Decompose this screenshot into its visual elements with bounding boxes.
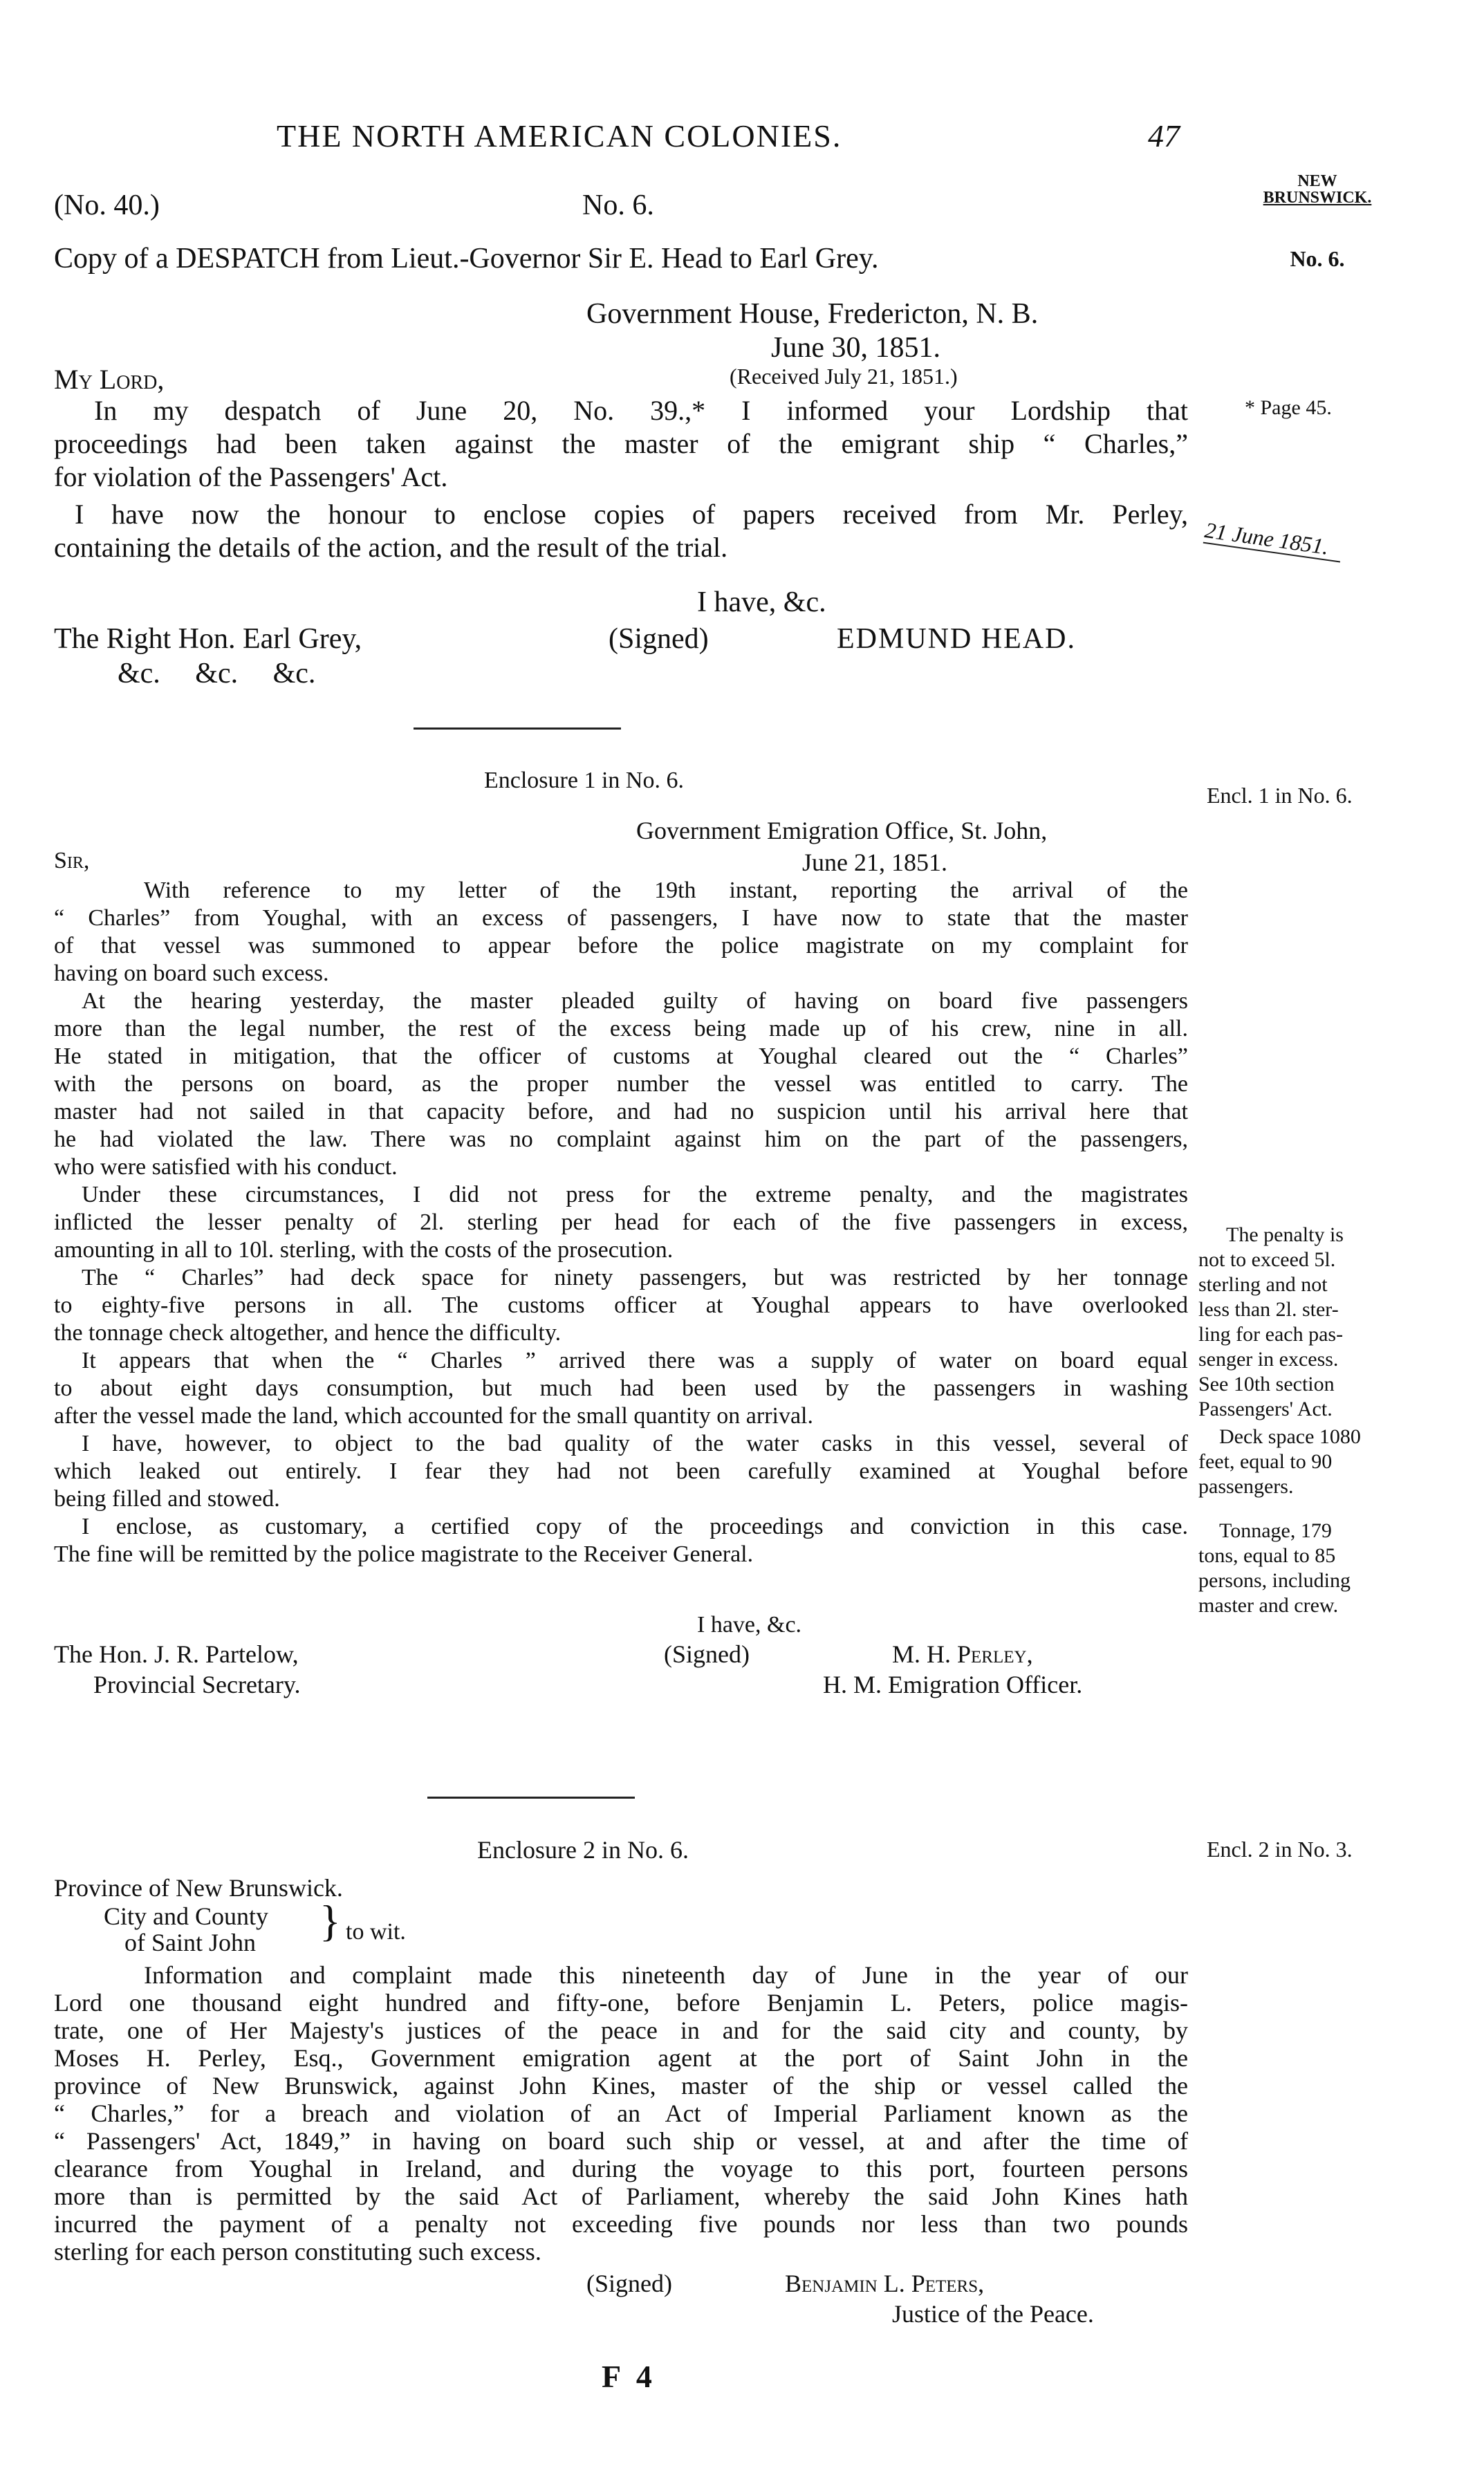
margin-note-line: ling for each pas- [1198,1323,1344,1346]
enclosure1-line: amounting in all to 10l. sterling, with the costs of the prosecution. [54,1237,674,1263]
enclosure2-to-wit: to wit. [346,1919,406,1945]
enclosure2-line: sterling for each person constituting such excess. [54,2238,541,2265]
enclosure1-line: With reference to my letter of the 19th instant, reporting the arrival of the [144,878,1188,903]
enclosure1-line: the tonnage check altogether, and hence the difficulty. [54,1320,562,1346]
margin-despatch-no: No. 6. [1290,246,1345,271]
margin-note-line: less than 2l. ster- [1198,1298,1339,1321]
enclosure1-line: to about eight days consumption, but much had been used by the passengers in washing [54,1375,1188,1401]
despatch-paragraph-1 [54,394,1188,494]
enclosure1-salutation: Sir, [54,848,90,873]
margin-note-line: tons, equal to 85 [1198,1544,1336,1567]
margin-note-line: Passengers' Act. [1198,1398,1333,1420]
despatch-heading: Copy of a DESPATCH from Lieut.-Governor Sir E. Head to Earl Grey. [54,243,879,275]
margin-note-line: passengers. [1198,1475,1294,1498]
divider-rule [414,727,621,730]
margin-note-line: not to exceed 5l. [1198,1248,1336,1271]
page-number: 47 [1148,118,1180,154]
enclosure2-signer-title: Justice of the Peace. [892,2300,1094,2328]
margin-note-line: senger in excess. [1198,1348,1339,1371]
enclosure2-line: more than is permitted by the said Act of Parliament, whereby the said John Kines hath [54,2182,1188,2210]
despatch-sub-number: No. 6. [582,189,654,221]
enclosure2-line: trate, one of Her Majesty's justices of the peace in and for the said city and county, by [54,2017,1188,2044]
despatch-signed: (Signed) [609,623,709,655]
enclosure1-heading: Enclosure 1 in No. 6. [484,768,684,793]
despatch-paragraph-2 [54,498,1188,564]
margin-note-line: sterling and not [1198,1273,1328,1296]
enclosure1-line: At the hearing yesterday, the master pleaded guilty of having on board five passengers [82,988,1188,1014]
despatch-signer: EDMUND HEAD. [837,623,1076,655]
margin-note-line: persons, including [1198,1569,1351,1592]
footer-signature-mark: F 4 [602,2359,656,2394]
enclosure1-line: He stated in mitigation, that the officer of customs at Youghal cleared out the “ Charles” [54,1044,1188,1069]
enclosure1-line: It appears that when the “ Charles ” arrived there was a supply of water on board equal [82,1348,1188,1373]
enclosure1-line: of that vessel was summoned to appear before the police magistrate on my complaint for [54,933,1188,958]
margin-note-line: master and crew. [1198,1594,1339,1617]
margin-colony-line2: BRUNSWICK. [1263,189,1372,207]
margin-penalty-note [1198,1223,1413,1422]
enclosure2-line: “ Passengers' Act, 1849,” in having on board such ship or vessel, at and after the time of [54,2127,1188,2155]
enclosure2-line: Information and complaint made this nineteenth day of June in the year of our [144,1961,1188,1989]
enclosure1-line: I enclose, as customary, a certified copy of the proceedings and conviction in this case. [82,1514,1188,1539]
enclosure1-line: to eighty-five persons in all. The customs officer at Youghal appears to have overlooked [54,1292,1188,1318]
enclosure1-line: after the vessel made the land, which accounted for the small quantity on arrival. [54,1403,813,1429]
enclosure2-line: province of New Brunswick, against John Kines, master of the ship or vessel called the [54,2072,1188,2099]
margin-colony-line1: NEW [1297,172,1337,190]
despatch-p1-line: for violation of the Passengers' Act. [54,461,448,492]
enclosure1-line: having on board such excess. [54,961,329,986]
despatch-place: Government House, Fredericton, N. B. [586,298,1039,330]
margin-note-line: See 10th section [1198,1373,1335,1396]
enclosure1-line: which leaked out entirely. I fear they had not been carefully examined at Youghal before [54,1458,1188,1484]
enclosure1-line: he had violated the law. There was no complaint against him on the part of the passengers, [54,1127,1188,1152]
margin-deck-note [1198,1425,1413,1499]
enclosure2-line: clearance from Youghal in Ireland, and during the voyage to this port, fourteen persons [54,2155,1188,2182]
enclosure2-city-block [104,1903,268,1956]
divider-rule [427,1797,635,1799]
enclosure2-heading: Enclosure 2 in No. 6. [477,1836,689,1864]
margin-encl1: Encl. 1 in No. 6. [1207,783,1353,808]
margin-encl2: Encl. 2 in No. 3. [1207,1837,1353,1862]
enclosure1-addressee-title: Provincial Secretary. [93,1671,301,1698]
enclosure1-line: more than the legal number, the rest of the excess being made up of his crew, nine in all. [54,1016,1188,1041]
enclosure1-signer: M. H. Perley, [892,1640,1033,1668]
margin-note-line: feet, equal to 90 [1198,1450,1333,1473]
enclosure2-city-line1: City and County [104,1902,269,1930]
enclosure2-signed: (Signed) [586,2270,672,2297]
enclosure2-city-line2: of Saint John [124,1929,257,1956]
despatch-p1-line: proceedings had been taken against the master of the emigrant ship “ Charles,” [54,428,1188,459]
enclosure2-brace: } [319,1896,341,1945]
enclosure1-date: June 21, 1851. [802,849,947,876]
enclosure1-line: I have, however, to object to the bad quality of the water casks in this vessel, several of [82,1431,1188,1456]
enclosure1-body [54,877,1188,1568]
enclosure1-line: master had not sailed in that capacity before, and had no suspicion until his arrival here that [54,1099,1188,1124]
enclosure2-line: Lord one thousand eight hundred and fifty-one, before Benjamin L. Peters, police magis- [54,1989,1188,2017]
enclosure2-line: “ Charles,” for a breach and violation of an Act of Imperial Parliament known as the [54,2099,1188,2127]
despatch-p2-line: I have now the honour to enclose copies of papers received from Mr. Perley, [75,499,1188,530]
despatch-closing: I have, &c. [697,586,826,618]
enclosure1-line: The “ Charles” had deck space for ninety passengers, but was restricted by her tonnage [82,1265,1188,1290]
enclosure2-province: Province of New Brunswick. [54,1874,343,1902]
enclosure1-line: The fine will be remitted by the police magistrate to the Receiver General. [54,1541,754,1567]
margin-note-line: Deck space 1080 [1219,1425,1361,1448]
enclosure1-line: inflicted the lesser penalty of 2l. sterling per head for each of the five passengers in excess, [54,1209,1188,1235]
margin-tonnage-note [1198,1519,1413,1618]
enclosure1-line: “ Charles” from Youghal, with an excess of passengers, I have now to state that the master [54,905,1188,931]
margin-date-ref: 21 June 1851. [1203,517,1344,563]
despatch-etc: &c. &c. &c. [118,658,316,689]
enclosure1-line: who were satisfied with his conduct. [54,1154,398,1180]
despatch-p1-line: In my despatch of June 20, No. 39.,* I informed your Lordship that [94,395,1188,426]
enclosure1-office: Government Emigration Office, St. John, [636,817,1048,844]
margin-colony [1238,173,1397,206]
enclosure1-signed: (Signed) [664,1640,750,1668]
despatch-salutation: My Lord, [54,364,165,395]
enclosure1-line: Under these circumstances, I did not press for the extreme penalty, and the magistrates [82,1182,1188,1207]
enclosure1-line: being filled and stowed. [54,1486,280,1512]
enclosure2-line: incurred the payment of a penalty not exceeding five pounds nor less than two pounds [54,2210,1188,2238]
enclosure1-addressee: The Hon. J. R. Partelow, [54,1640,299,1668]
enclosure1-line: with the persons on board, as the proper number the vessel was entitled to carry. The [54,1071,1188,1097]
enclosure2-body [54,1961,1188,2265]
enclosure2-signer: Benjamin L. Peters, [785,2270,985,2297]
enclosure1-closing: I have, &c. [697,1612,802,1638]
enclosure1-signer-title: H. M. Emigration Officer. [823,1671,1083,1698]
page-header-title: THE NORTH AMERICAN COLONIES. [277,118,842,154]
margin-page-ref: * Page 45. [1245,396,1332,419]
despatch-number: (No. 40.) [54,189,160,221]
margin-note-line: The penalty is [1226,1223,1344,1246]
enclosure2-line: Moses H. Perley, Esq., Government emigration agent at the port of Saint John in the [54,2044,1188,2072]
despatch-p2-line: containing the details of the action, and the result of the trial. [54,532,728,563]
despatch-date: June 30, 1851. [771,332,940,364]
despatch-received: (Received July 21, 1851.) [730,364,958,389]
margin-note-line: Tonnage, 179 [1219,1519,1332,1542]
despatch-addressee: The Right Hon. Earl Grey, [54,623,362,655]
